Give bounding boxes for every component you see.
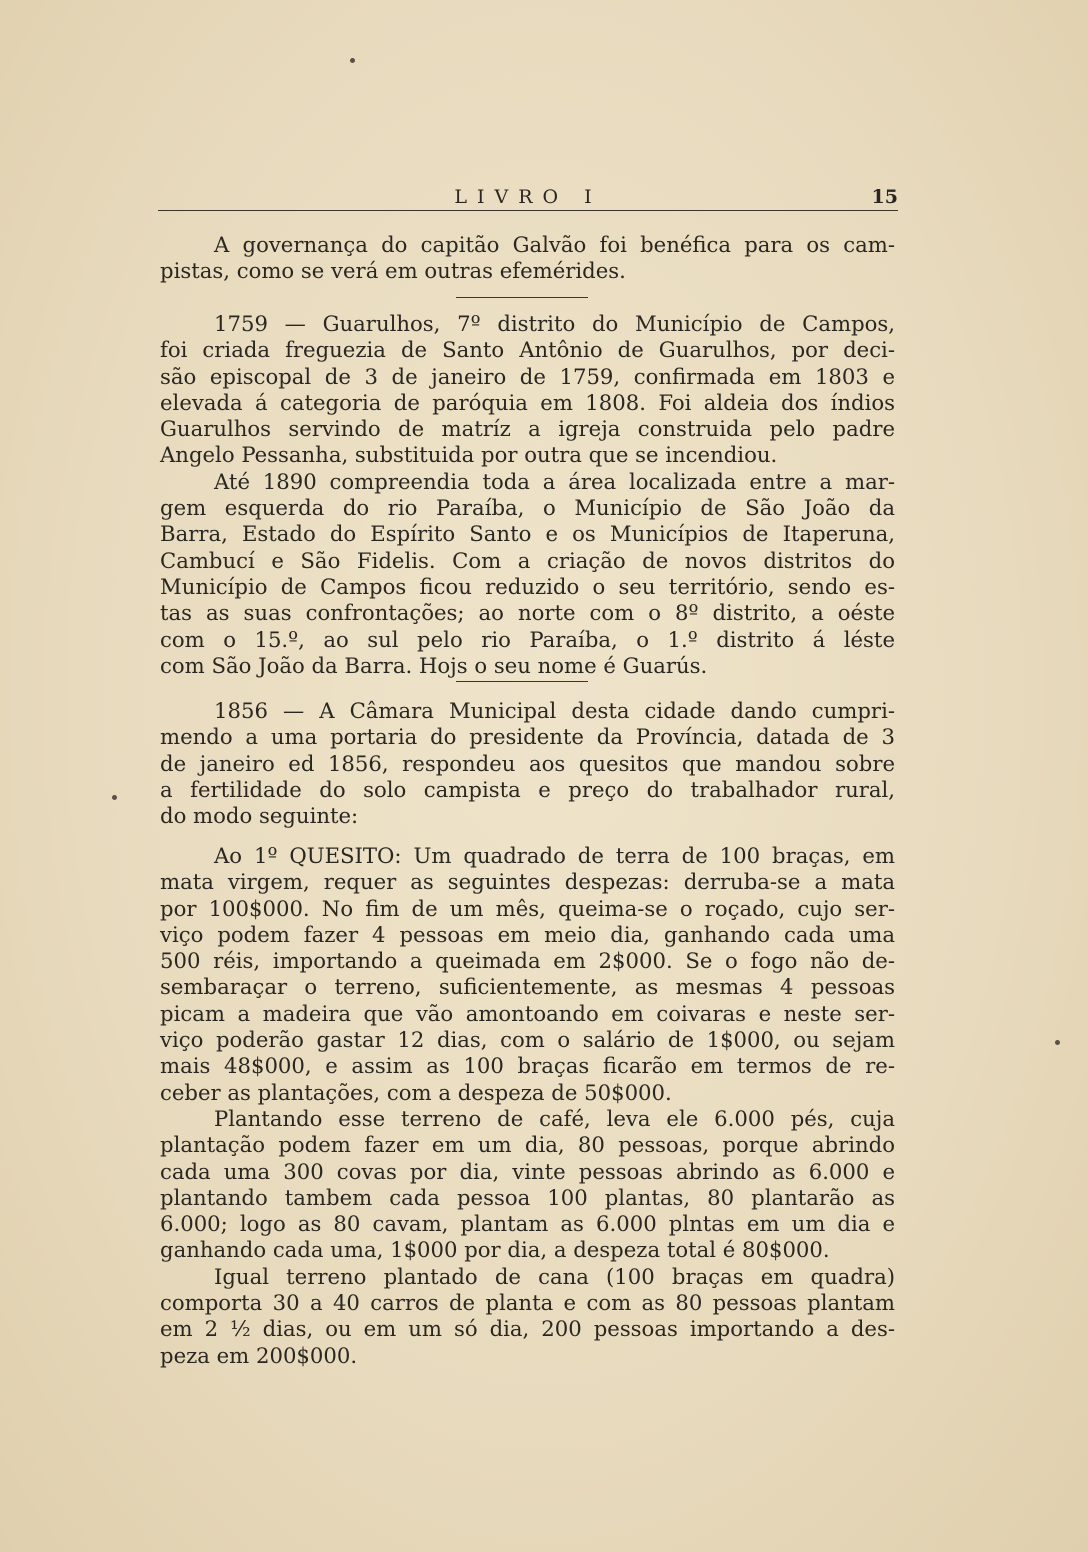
text-line: elevada á categoria de paróquia em 1808. Foi aldeia dos índios [160,389,895,415]
text-line: foi criada freguezia de Santo Antônio de Guarulhos, por deci- [160,337,895,363]
text-line: peza em 200$000. [160,1342,358,1368]
text-line: gem esquerda do rio Paraíba, o Município de São João da [160,495,895,521]
text-line: 1856 — A Câmara Municipal desta cidade dando cumpri- [214,698,895,723]
text-line: de janeiro ed 1856, respondeu aos quesitos que mandou sobre [160,750,895,776]
running-head: LIVRO I [454,186,602,208]
paragraph-governanca [160,232,895,285]
quesito-1 [160,843,895,1369]
text-line: Até 1890 compreendia toda a área localizada entre a mar- [214,468,895,494]
entry-1759 [160,311,895,679]
text-line: com São João da Barra. Hojs o seu nome é Guarús. [160,652,708,678]
text-line: picam a madeira que vão amontoando em coivaras e neste ser- [160,1000,895,1026]
text-line: mata virgem, requer as seguintes despezas: derruba-se a mata [160,869,895,895]
text-line: por 100$000. No fim de um mês, queima-se o roçado, cujo ser- [160,895,895,921]
text-line: do modo seguinte: [160,803,359,829]
text-line: Barra, Estado do Espírito Santo e os Municípios de Itaperuna, [160,521,895,547]
text-line: em 2 ½ dias, ou em um só dia, 200 pessoas importando a des- [160,1316,895,1342]
entry-1856 [160,698,895,829]
text-line: Guarulhos servindo de matríz a igreja construida pelo padre [160,416,895,442]
text-line: ceber as plantações, com a despeza de 50$000. [160,1079,672,1105]
text-line: Angelo Pessanha, substituida por outra que se incendiou. [160,442,778,468]
ink-speck [112,795,117,800]
text-line: ganhando cada uma, 1$000 por dia, a despeza total é 80$000. [160,1237,830,1263]
text-line: mendo a uma portaria do presidente da Província, datada de 3 [160,724,895,750]
text-line: Cambucí e São Fidelis. Com a criação de novos distritos do [160,547,895,573]
text-line: a fertilidade do solo campista e preço do trabalhador rural, [160,776,895,802]
text-line: sembaraçar o terreno, suficientemente, as mesmas 4 pessoas [160,974,895,1000]
text-line: são episcopal de 3 de janeiro de 1759, confirmada em 1803 e [160,363,895,389]
page-number: 15 [871,186,898,208]
text-line: Plantando esse terreno de café, leva ele 6.000 pés, cuja [214,1105,895,1131]
text-line: cada uma 300 covas por dia, vinte pessoas abrindo as 6.000 e [160,1158,895,1184]
ink-speck [1055,1040,1060,1045]
text-line: A governança do capitão Galvão foi benéfica para os cam- [214,232,895,257]
text-line: plantando tambem cada pessoa 100 plantas, 80 plantarão as [160,1184,895,1210]
text-line: 6.000; logo as 80 cavam, plantam as 6.000 plntas em um dia e [160,1211,895,1237]
text-line: com o 15.º, ao sul pelo rio Paraíba, o 1.º distrito á léste [160,626,895,652]
text-line: comporta 30 a 40 carros de planta e com as 80 pessoas plantam [160,1290,895,1316]
section-separator [456,297,588,298]
text-line: 1759 — Guarulhos, 7º distrito do Município de Campos, [214,311,895,336]
text-line: 500 réis, importando a queimada em 2$000. Se o fogo não de- [160,948,895,974]
text-line: pistas, como se verá em outras efemérides. [160,258,626,284]
text-line: Igual terreno plantado de cana (100 braças em quadra) [214,1263,895,1289]
text-line: Ao 1º QUESITO: Um quadrado de terra de 100 braças, em [214,843,895,868]
header-rule [158,210,898,211]
section-separator [456,681,588,682]
text-line: plantação podem fazer em um dia, 80 pessoas, porque abrindo [160,1132,895,1158]
text-line: viço poderão gastar 12 dias, com o salário de 1$000, ou sejam [160,1027,895,1053]
text-line: tas as suas confrontações; ao norte com o 8º distrito, a oéste [160,600,895,626]
text-line: Município de Campos ficou reduzido o seu território, sendo es- [160,573,895,599]
text-line: viço podem fazer 4 pessoas em meio dia, ganhando cada uma [160,921,895,947]
text-line: mais 48$000, e assim as 100 braças ficarão em termos de re- [160,1053,895,1079]
ink-speck [350,58,355,63]
